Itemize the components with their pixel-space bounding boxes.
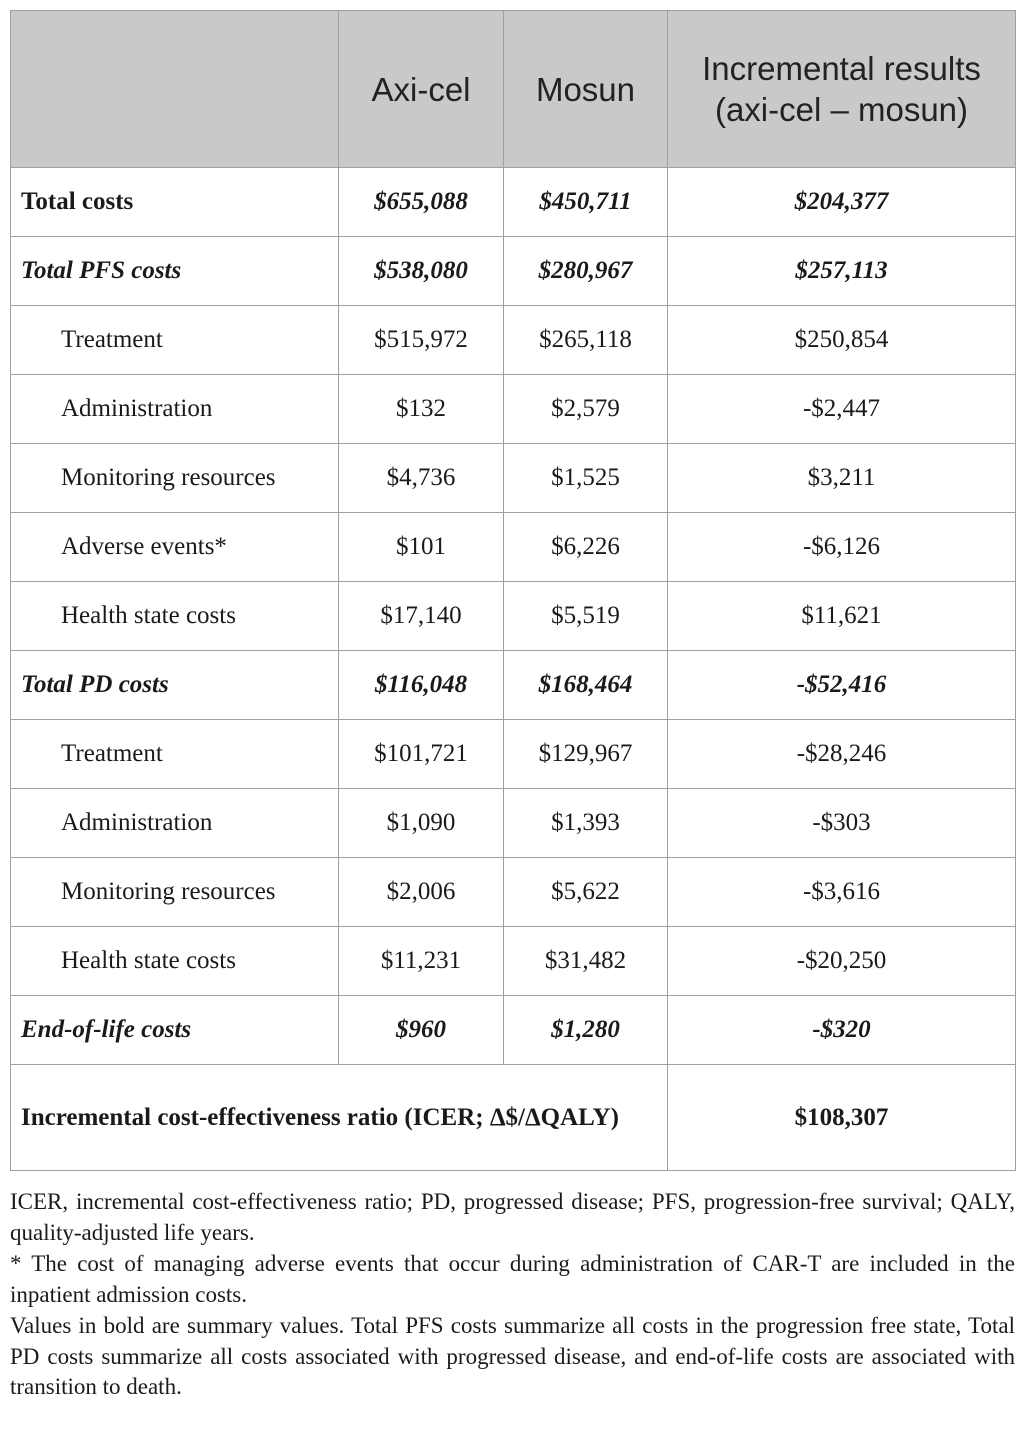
header-empty: [11, 11, 339, 168]
cell-axi-cel: $116,048: [339, 651, 504, 720]
footnote-abbreviations: ICER, incremental cost-effectiveness ratio; PD, progressed disease; PFS, progression-free survival; QALY, quality-adjusted life years.: [10, 1189, 1015, 1245]
cell-mosun: $168,464: [504, 651, 668, 720]
row-label: Monitoring resources: [11, 858, 339, 927]
row-label: Total PD costs: [11, 651, 339, 720]
cell-incremental: -$303: [668, 789, 1016, 858]
cell-incremental: $3,211: [668, 444, 1016, 513]
table-row: [11, 789, 1016, 858]
row-label: Total PFS costs: [11, 237, 339, 306]
table-row-total-costs: [11, 168, 1016, 237]
cell-mosun: $6,226: [504, 513, 668, 582]
cell-mosun: $31,482: [504, 927, 668, 996]
cell-mosun: $5,519: [504, 582, 668, 651]
table-row: [11, 444, 1016, 513]
cell-axi-cel: $538,080: [339, 237, 504, 306]
table-row: [11, 306, 1016, 375]
cell-mosun: $1,393: [504, 789, 668, 858]
table-row-total-pfs-costs: [11, 237, 1016, 306]
cell-incremental: -$28,246: [668, 720, 1016, 789]
header-mosun: Mosun: [504, 11, 668, 168]
cell-incremental: $257,113: [668, 237, 1016, 306]
cell-mosun: $2,579: [504, 375, 668, 444]
cell-mosun: $280,967: [504, 237, 668, 306]
cell-axi-cel: $11,231: [339, 927, 504, 996]
cell-incremental: -$6,126: [668, 513, 1016, 582]
table-header-row: [11, 11, 1016, 168]
cell-axi-cel: $17,140: [339, 582, 504, 651]
cell-axi-cel: $4,736: [339, 444, 504, 513]
row-label: Administration: [11, 375, 339, 444]
row-label: Health state costs: [11, 927, 339, 996]
row-label: Monitoring resources: [11, 444, 339, 513]
row-label: Treatment: [11, 720, 339, 789]
table-row: [11, 720, 1016, 789]
cell-mosun: $1,280: [504, 996, 668, 1065]
icer-value: $108,307: [668, 1065, 1016, 1171]
table-row-total-pd-costs: [11, 651, 1016, 720]
row-label: Health state costs: [11, 582, 339, 651]
cell-axi-cel: $101,721: [339, 720, 504, 789]
cost-table: [10, 10, 1016, 1171]
table-row: [11, 513, 1016, 582]
cell-axi-cel: $132: [339, 375, 504, 444]
cell-axi-cel: $960: [339, 996, 504, 1065]
header-incremental: Incremental results (axi-cel – mosun): [668, 11, 1016, 168]
cell-mosun: $1,525: [504, 444, 668, 513]
cell-incremental: -$52,416: [668, 651, 1016, 720]
row-label: End-of-life costs: [11, 996, 339, 1065]
cell-axi-cel: $515,972: [339, 306, 504, 375]
cell-axi-cel: $1,090: [339, 789, 504, 858]
cell-axi-cel: $655,088: [339, 168, 504, 237]
icer-label: Incremental cost-effectiveness ratio (ICER; Δ$/ΔQALY): [11, 1065, 668, 1171]
cell-axi-cel: $2,006: [339, 858, 504, 927]
cell-incremental: -$3,616: [668, 858, 1016, 927]
cell-incremental: -$20,250: [668, 927, 1016, 996]
table-row: [11, 582, 1016, 651]
cell-incremental: $11,621: [668, 582, 1016, 651]
table-footnotes: [10, 1187, 1015, 1404]
cell-mosun: $129,967: [504, 720, 668, 789]
table-row: [11, 375, 1016, 444]
table-row-end-of-life-costs: [11, 996, 1016, 1065]
footnote-bold-values: Values in bold are summary values. Total PFS costs summarize all costs in the progression free state, Total PD costs summarize all costs associated with progressed disease, and end-of-life costs are associated with transition to death.: [10, 1313, 1015, 1399]
cell-mosun: $5,622: [504, 858, 668, 927]
cell-incremental: -$320: [668, 996, 1016, 1065]
cell-incremental: $204,377: [668, 168, 1016, 237]
cell-incremental: -$2,447: [668, 375, 1016, 444]
cell-mosun: $265,118: [504, 306, 668, 375]
table-row: [11, 927, 1016, 996]
cell-incremental: $250,854: [668, 306, 1016, 375]
cell-mosun: $450,711: [504, 168, 668, 237]
row-label: Adverse events*: [11, 513, 339, 582]
row-label: Total costs: [11, 168, 339, 237]
row-label: Treatment: [11, 306, 339, 375]
row-label: Administration: [11, 789, 339, 858]
table-row: [11, 858, 1016, 927]
table-row-icer: [11, 1065, 1016, 1171]
footnote-adverse-events: * The cost of managing adverse events that occur during administration of CAR-T are included in the inpatient admission costs.: [10, 1251, 1015, 1307]
cell-axi-cel: $101: [339, 513, 504, 582]
header-axi-cel: Axi-cel: [339, 11, 504, 168]
